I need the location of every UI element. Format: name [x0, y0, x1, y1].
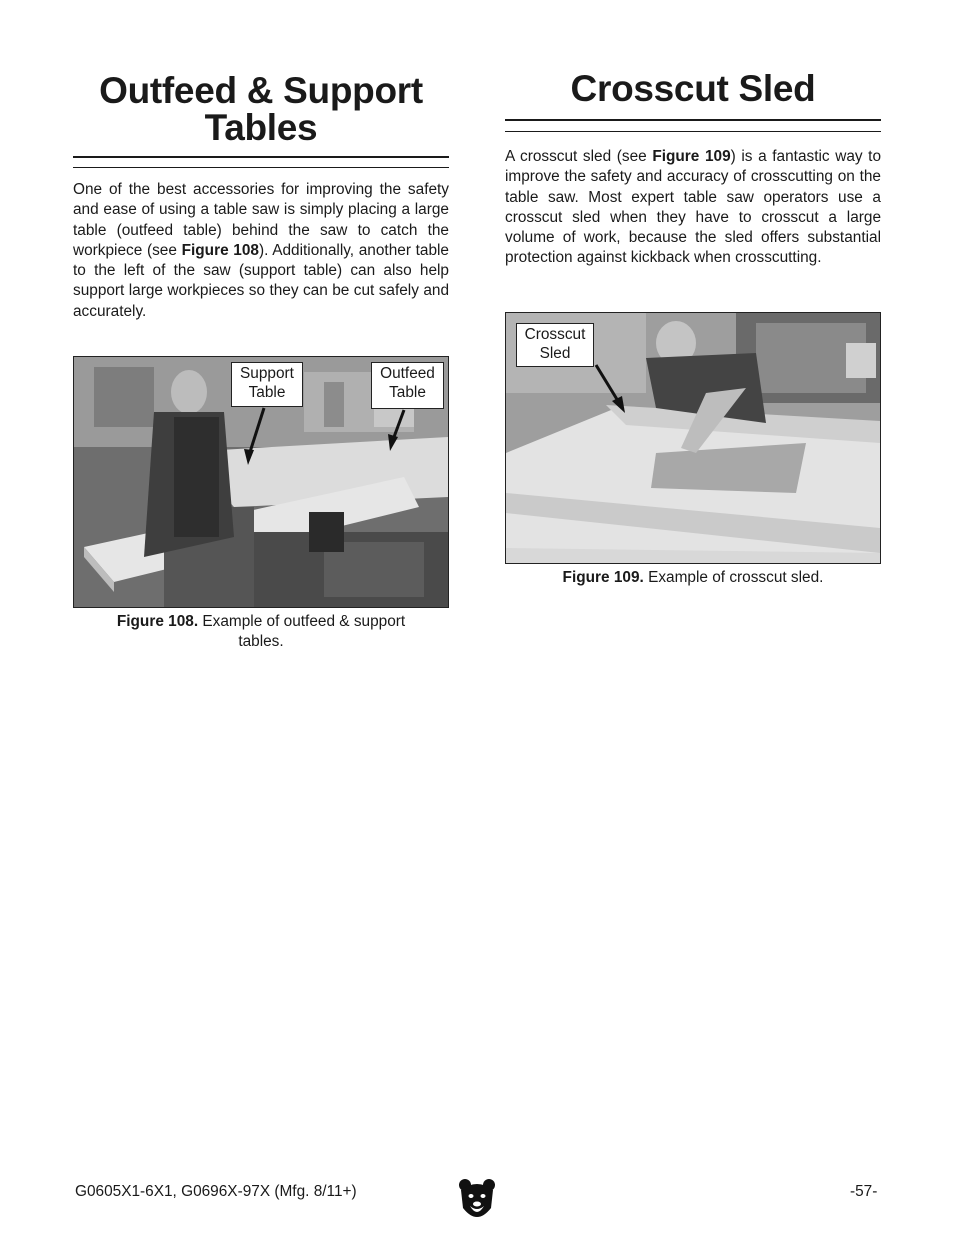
figure-109-caption-text: Example of crosscut sled. — [643, 569, 824, 586]
figure-109-reference: Figure 109 — [652, 148, 731, 165]
left-paragraph-text-b: ). Additionally, another table to the left of the saw (support table) can also help support large workpieces so they can be cut safely and accurately. — [73, 241, 449, 320]
callout-crosscut-line1: Crosscut — [524, 326, 586, 343]
right-paragraph-text-b: ) is a fantastic way to improve the safety and accuracy of crosscutting on the table saw. Most expert table saw operators use a crosscut sled when they have to crosscut a large volume of work, because the sled offers substantial protection against kickback when crosscutting. — [505, 148, 882, 267]
right-paragraph — [505, 147, 881, 269]
left-title-line1: Outfeed & Support — [99, 70, 423, 111]
figure-108-caption — [73, 612, 449, 652]
left-paragraph-text-a: One of the best accessories for improving the safety and ease of using a table saw is simply placing a large table (outfeed table) behind the saw to catch the workpiece (see — [73, 181, 449, 259]
figure-108-label: Figure 108. — [116, 613, 199, 630]
figure-108-arrows — [74, 357, 448, 607]
right-paragraph-text-a: A crosscut sled (see — [505, 148, 653, 165]
figure-109-caption — [505, 568, 881, 588]
arrow-support-icon — [244, 449, 254, 465]
left-title-rule-top — [73, 156, 449, 158]
figure-109-label: Figure 109. — [562, 569, 644, 586]
figure-108-photo — [73, 356, 449, 608]
footer-page-number: -57- — [850, 1183, 878, 1200]
left-title-line2: Tables — [204, 107, 318, 148]
arrow-crosscut-icon — [612, 396, 625, 413]
callout-crosscut-line2: Sled — [539, 345, 571, 362]
arrow-outfeed-icon — [388, 434, 398, 451]
footer-model: G0605X1-6X1, G0696X-97X (Mfg. 8/11+) — [75, 1183, 357, 1200]
callout-support-line2: Table — [248, 384, 286, 401]
callout-support-line1: Support — [240, 365, 294, 382]
figure-108-caption-line2: tables. — [238, 633, 284, 650]
figure-108-reference: Figure 108 — [181, 241, 259, 259]
right-title-rule-bottom — [505, 131, 881, 132]
right-title-rule-top — [505, 119, 881, 121]
bear-logo-icon — [458, 1178, 496, 1224]
left-title-rule-bottom — [73, 167, 449, 168]
callout-outfeed-line1: Outfeed — [380, 365, 435, 382]
figure-108-caption-line1: Example of outfeed & support — [198, 613, 406, 630]
left-paragraph — [73, 180, 449, 322]
right-title — [505, 70, 881, 107]
figure-109-photo — [505, 312, 881, 564]
left-title — [73, 72, 449, 146]
right-title-text: Crosscut Sled — [570, 68, 816, 109]
callout-outfeed-line2: Table — [389, 384, 426, 401]
figure-109-arrows — [506, 313, 880, 563]
